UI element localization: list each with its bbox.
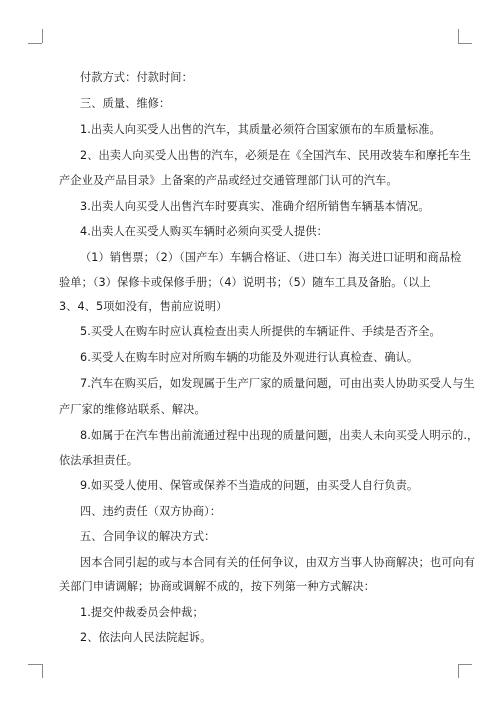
- crop-mark-top-left-h: [28, 43, 42, 44]
- crop-mark-bottom-right-h: [458, 664, 472, 665]
- clause-3-2-line-1: 2、出卖人向买受人出售的汽车，必须是在《全国汽车、民用改装车和摩托车生: [80, 149, 471, 162]
- crop-mark-top-left-v: [42, 29, 43, 43]
- clause-3-4-list-line-2: 验单；（3）保修卡或保修手册；（4）说明书；（5）随车工具及备胎。（以上: [59, 276, 431, 289]
- dispute-line-1: 因本合同引起的或与本合同有关的任何争议，由双方当事人协商解决；也可向有: [80, 556, 476, 569]
- clause-3-8-line-2: 依法承担责任。: [59, 454, 139, 467]
- clause-3-4-list-line-1: （1）销售票；（2）（国产车）车辆合格证、（进口车）海关进口证明和商品检: [80, 251, 462, 264]
- clause-3-6: 6.买受人在购车时应对所购车辆的功能及外观进行认真检查、确认。: [80, 351, 419, 364]
- clause-3-2-line-2: 产企业及产品目录》上备案的产品或经过交通管理部门认可的汽车。: [59, 174, 398, 187]
- clause-3-4-list-line-3: 3、4、5项如没有，售前应说明）: [59, 300, 228, 313]
- crop-mark-top-right-h: [458, 43, 472, 44]
- clause-3-5: 5.买受人在购车时应认真检查出卖人所提供的车辆证件、手续是否齐全。: [80, 325, 441, 338]
- clause-3-7-line-2: 产厂家的维修站联系、解决。: [59, 403, 206, 416]
- section-4-heading: 四、违约责任（双方协商）：: [80, 505, 222, 518]
- crop-mark-bottom-right-v: [458, 664, 459, 678]
- dispute-line-2: 关部门申请调解；协商或调解不成的，按下列第一种方式解决：: [59, 580, 376, 593]
- payment-method-line: 付款方式：付款时间：: [80, 71, 193, 84]
- clause-3-7-line-1: 7.汽车在购买后，如发现属于生产厂家的质量问题，可由出卖人协助买受人与生: [80, 377, 475, 390]
- dispute-option-1: 1.提交仲裁委员会仲裁；: [80, 606, 204, 619]
- section-5-heading: 五、合同争议的解决方式：: [80, 530, 216, 543]
- dispute-option-2: 2、依法向人民法院起诉。: [80, 631, 212, 644]
- section-3-heading: 三、质量、维修：: [80, 97, 171, 110]
- clause-3-1: 1.出卖人向买受人出售的汽车，其质量必须符合国家颁布的车质量标准。: [80, 123, 441, 136]
- clause-3-3: 3.出卖人向买受人出售汽车时要真实、准确介绍所销售车辆基本情况。: [80, 200, 430, 213]
- clause-3-4: 4.出卖人在买受人购买车辆时必须向买受人提供：: [80, 225, 328, 238]
- crop-mark-bottom-left-h: [28, 664, 42, 665]
- crop-mark-bottom-left-v: [42, 664, 43, 678]
- clause-3-9: 9.如买受人使用、保管或保养不当造成的问题，由买受人自行负责。: [80, 479, 419, 492]
- clause-3-8-line-1: 8.如属于在汽车售出前流通过程中出现的质量问题，出卖人未向买受人明示的.，: [80, 429, 479, 442]
- crop-mark-top-right-v: [458, 29, 459, 43]
